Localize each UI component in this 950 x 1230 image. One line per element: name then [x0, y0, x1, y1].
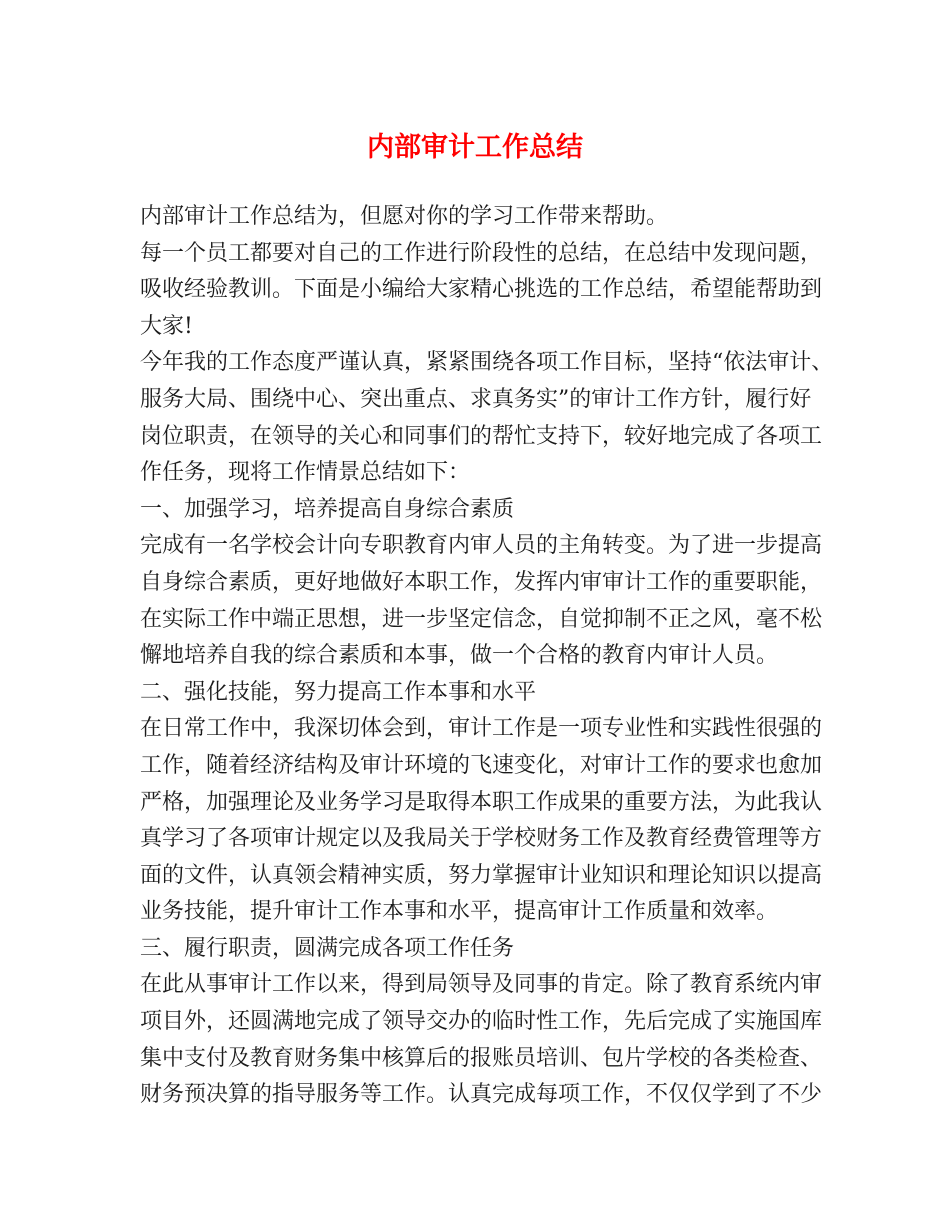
body-line: 自身综合素质，更好地做好本职工作，发挥内审审计工作的重要职能， [140, 569, 823, 595]
body-line: 大家! [140, 313, 193, 339]
body-line: 每一个员工都要对自己的工作进行阶段性的总结，在总结中发现问题， [140, 240, 823, 266]
body-line: 项目外，还圆满地完成了领导交办的临时性工作，先后完成了实施国库 [140, 1009, 823, 1035]
body-line: 作任务，现将工作情景总结如下： [140, 460, 471, 486]
body-line: 在日常工作中，我深切体会到，审计工作是一项专业性和实践性很强的 [140, 716, 823, 742]
body-line: 财务预决算的指导服务等工作。认真完成每项工作，不仅仅学到了不少 [140, 1082, 823, 1108]
body-line: 业务技能，提升审计工作本事和水平，提高审计工作质量和效率。 [140, 899, 779, 925]
section-heading: 三、履行职责，圆满完成各项工作任务 [140, 935, 515, 961]
body-line: 完成有一名学校会计向专职教育内审人员的主角转变。为了进一步提高 [140, 533, 823, 559]
body-line: 懈地培养自我的综合素质和本事，做一个合格的教育内审计人员。 [140, 643, 779, 669]
document-title: 内部审计工作总结 [367, 132, 583, 163]
body-line: 在实际工作中端正思想，进一步坚定信念，自觉抑制不正之风，毫不松 [140, 606, 823, 632]
body-line: 岗位职责，在领导的关心和同事们的帮忙支持下，较好地完成了各项工 [140, 423, 823, 449]
body-line: 内部审计工作总结为，但愿对你的学习工作带来帮助。 [140, 204, 669, 229]
body-line: 严格，加强理论及业务学习是取得本职工作成果的重要方法，为此我认 [140, 789, 823, 815]
section-heading: 一、加强学习，培养提高自身综合素质 [140, 496, 515, 522]
section-heading: 二、强化技能，努力提高工作本事和水平 [140, 679, 537, 705]
body-line: 今年我的工作态度严谨认真，紧紧围绕各项工作目标，坚持“依法审计、 [140, 350, 834, 376]
body-line: 吸收经验教训。下面是小编给大家精心挑选的工作总结，希望能帮助到 [140, 277, 823, 303]
document-body [140, 199, 834, 1114]
body-line: 真学习了各项审计规定以及我局关于学校财务工作及教育经费管理等方 [140, 826, 823, 852]
body-line: 面的文件，认真领会精神实质，努力掌握审计业知识和理论知识以提高 [140, 862, 823, 888]
body-line: 工作，随着经济结构及审计环境的飞速变化，对审计工作的要求也愈加 [140, 752, 823, 778]
body-line: 在此从事审计工作以来，得到局领导及同事的肯定。除了教育系统内审 [140, 972, 823, 998]
body-line: 集中支付及教育财务集中核算后的报账员培训、包片学校的各类检查、 [140, 1045, 823, 1071]
body-line: 服务大局、围绕中心、突出重点、求真务实”的审计工作方针，履行好 [140, 386, 812, 412]
